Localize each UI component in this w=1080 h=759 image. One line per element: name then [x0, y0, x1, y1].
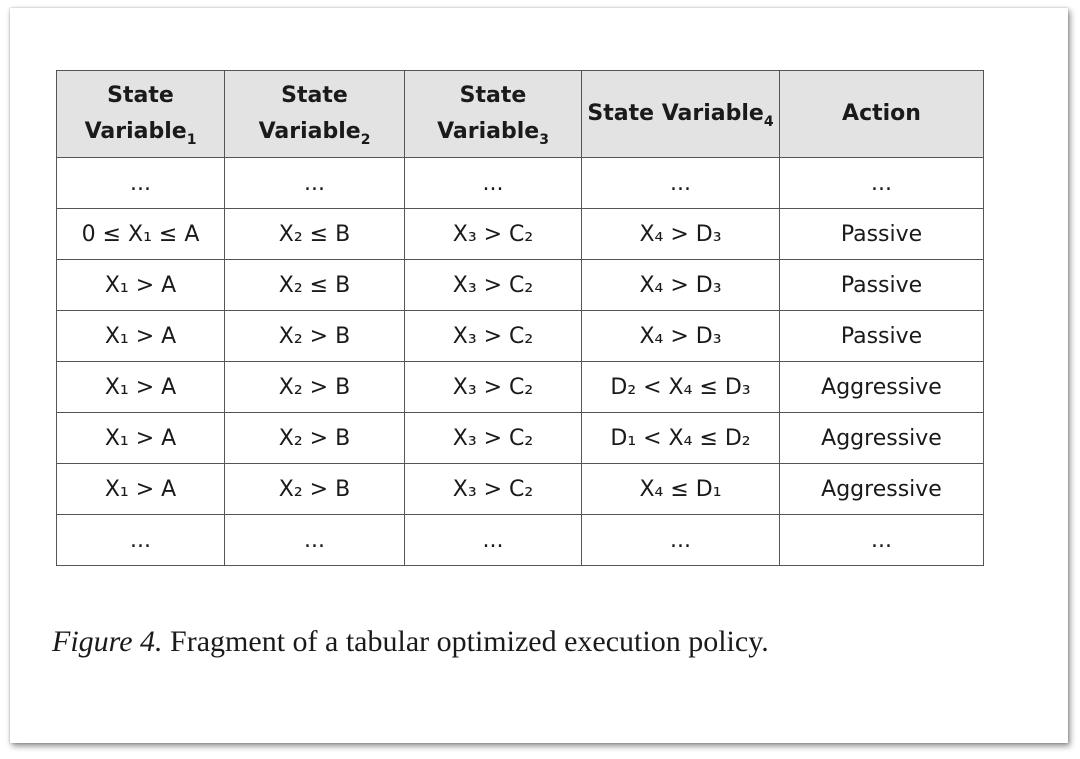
state-variable-1-cell: X₁ > A: [57, 311, 225, 362]
table-row: [57, 464, 984, 515]
table-row: [57, 158, 984, 209]
state-variable-2-cell: ...: [225, 158, 405, 209]
state-variable-4-cell: X₄ > D₃: [582, 311, 780, 362]
state-variable-2-cell: ...: [225, 515, 405, 566]
action-cell: Passive: [780, 260, 984, 311]
header-state-variable-4: State Variable$_4$: [582, 71, 780, 158]
table-row: [57, 413, 984, 464]
document-page: [10, 8, 1068, 743]
state-variable-4-cell: X₄ > D₃: [582, 209, 780, 260]
state-variable-3-cell: X₃ > C₂: [405, 464, 582, 515]
state-variable-3-cell: ...: [405, 158, 582, 209]
caption-text: Fragment of a tabular optimized execution policy.: [170, 625, 769, 658]
state-variable-3-cell: X₃ > C₂: [405, 362, 582, 413]
state-variable-3-cell: X₃ > C₂: [405, 260, 582, 311]
action-cell: Aggressive: [780, 464, 984, 515]
state-variable-2-cell: X₂ ≤ B: [225, 260, 405, 311]
state-variable-4-cell: D₂ < X₄ ≤ D₃: [582, 362, 780, 413]
table-row: [57, 311, 984, 362]
table-header-row: [57, 71, 984, 158]
action-cell: Aggressive: [780, 362, 984, 413]
table-row: [57, 362, 984, 413]
execution-policy-table: [56, 70, 984, 566]
state-variable-3-cell: ...: [405, 515, 582, 566]
header-state-variable-1: State Variable$_1$: [57, 71, 225, 158]
state-variable-3-cell: X₃ > C₂: [405, 311, 582, 362]
figure-label: Figure 4.: [52, 625, 163, 658]
state-variable-1-cell: X₁ > A: [57, 464, 225, 515]
header-action: Action: [780, 71, 984, 158]
action-cell: Aggressive: [780, 413, 984, 464]
state-variable-4-cell: D₁ < X₄ ≤ D₂: [582, 413, 780, 464]
state-variable-2-cell: X₂ > B: [225, 413, 405, 464]
state-variable-3-cell: X₃ > C₂: [405, 413, 582, 464]
state-variable-4-cell: ...: [582, 515, 780, 566]
state-variable-2-cell: X₂ > B: [225, 362, 405, 413]
action-cell: Passive: [780, 311, 984, 362]
state-variable-4-cell: X₄ ≤ D₁: [582, 464, 780, 515]
state-variable-1-cell: 0 ≤ X₁ ≤ A: [57, 209, 225, 260]
action-cell: ...: [780, 158, 984, 209]
state-variable-3-cell: X₃ > C₂: [405, 209, 582, 260]
table-row: [57, 260, 984, 311]
state-variable-1-cell: X₁ > A: [57, 260, 225, 311]
state-variable-1-cell: X₁ > A: [57, 362, 225, 413]
state-variable-1-cell: X₁ > A: [57, 413, 225, 464]
state-variable-1-cell: ...: [57, 158, 225, 209]
action-cell: ...: [780, 515, 984, 566]
state-variable-4-cell: X₄ > D₃: [582, 260, 780, 311]
header-state-variable-2: State Variable$_2$: [225, 71, 405, 158]
state-variable-2-cell: X₂ ≤ B: [225, 209, 405, 260]
state-variable-1-cell: ...: [57, 515, 225, 566]
table-row: [57, 209, 984, 260]
table-row: [57, 515, 984, 566]
figure-caption: [52, 625, 769, 659]
header-state-variable-3: State Variable$_3$: [405, 71, 582, 158]
state-variable-2-cell: X₂ > B: [225, 464, 405, 515]
action-cell: Passive: [780, 209, 984, 260]
state-variable-2-cell: X₂ > B: [225, 311, 405, 362]
state-variable-4-cell: ...: [582, 158, 780, 209]
